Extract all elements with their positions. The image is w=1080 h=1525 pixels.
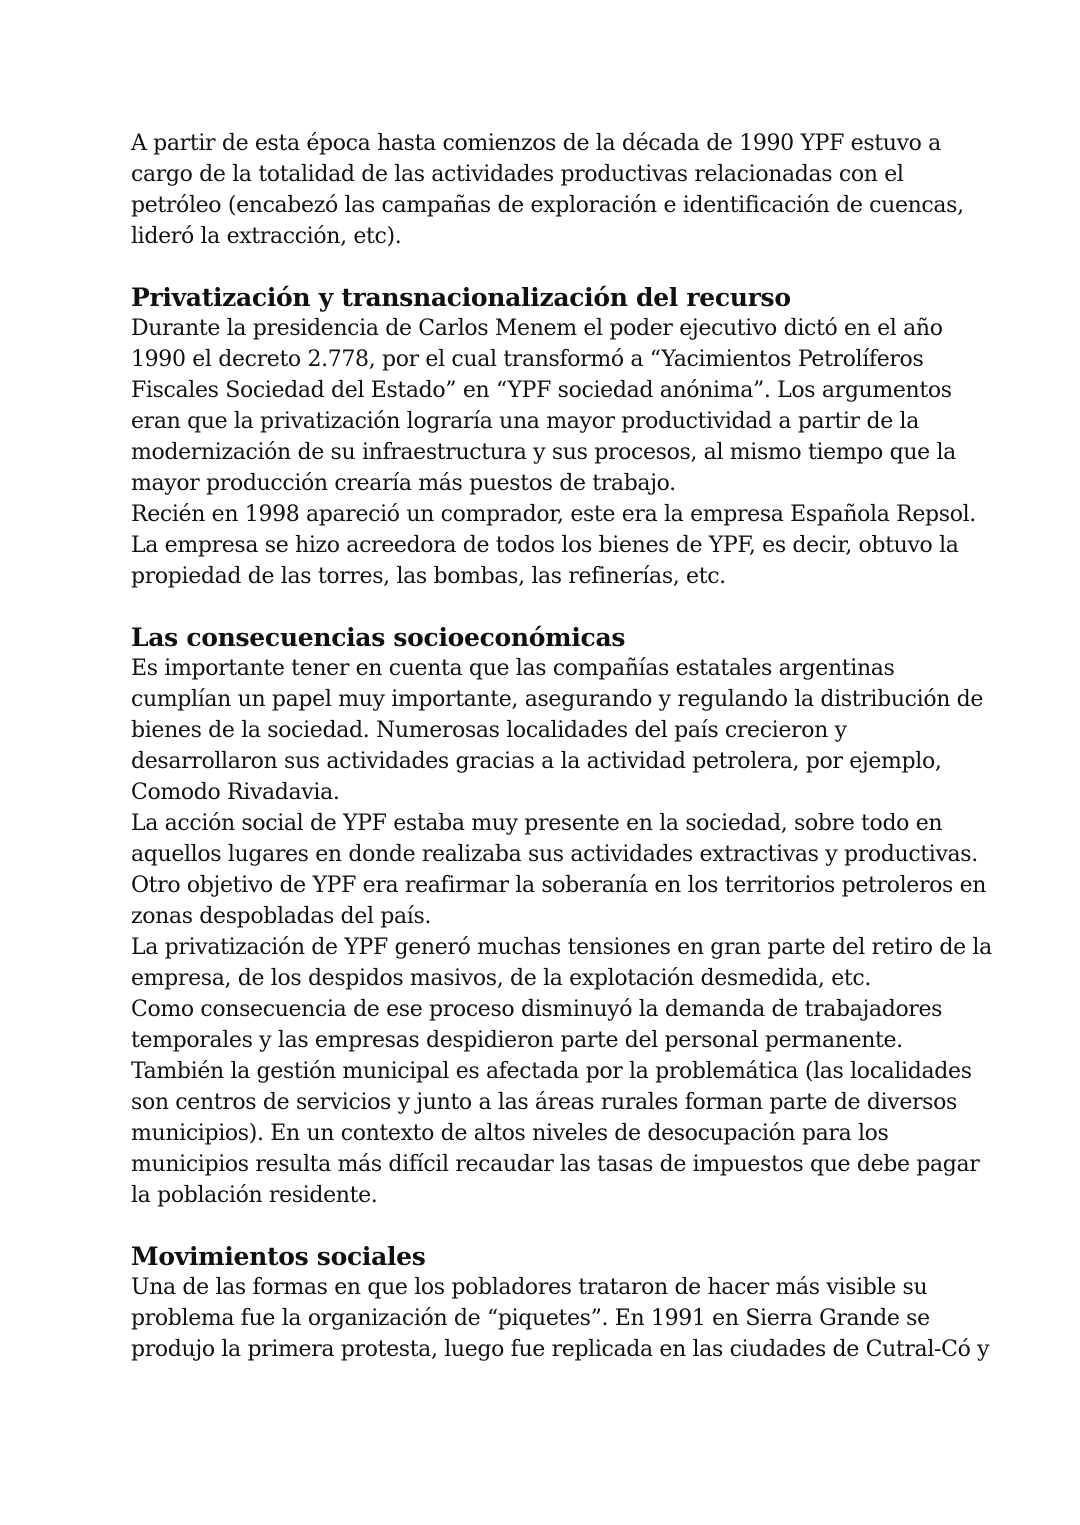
section-heading: Privatización y transnacionalización del recurso <box>131 283 791 312</box>
text-line: zonas despobladas del país. <box>131 904 432 929</box>
text-line: 1990 el decreto 2.778, por el cual transformó a “Yacimientos Petrolíferos <box>131 347 924 372</box>
section-consequences <box>131 622 992 1211</box>
section-privatization <box>131 282 976 592</box>
text-line: empresa, de los despidos masivos, de la explotación desmedida, etc. <box>131 966 871 991</box>
text-line: problema fue la organización de “piquetes”. En 1991 en Sierra Grande se <box>131 1306 930 1331</box>
text-line: Como consecuencia de ese proceso disminuyó la demanda de trabajadores <box>131 997 943 1022</box>
section-heading: Movimientos sociales <box>131 1242 426 1271</box>
intro-paragraph <box>131 128 964 252</box>
text-line: propiedad de las torres, las bombas, las refinerías, etc. <box>131 564 726 589</box>
text-line: lideró la extracción, etc). <box>131 224 402 249</box>
text-line: Recién en 1998 apareció un comprador, este era la empresa Española Repsol. <box>131 502 976 527</box>
text-line: A partir de esta época hasta comienzos de la década de 1990 YPF estuvo a <box>131 131 941 156</box>
text-line: aquellos lugares en donde realizaba sus actividades extractivas y productivas. <box>131 842 978 867</box>
text-line: Otro objetivo de YPF era reafirmar la soberanía en los territorios petroleros en <box>131 873 987 898</box>
text-line: Es importante tener en cuenta que las compañías estatales argentinas <box>131 656 895 681</box>
section-heading: Las consecuencias socioeconómicas <box>131 623 626 652</box>
text-line: petróleo (encabezó las campañas de exploración e identificación de cuencas, <box>131 193 964 218</box>
text-line: La acción social de YPF estaba muy presente en la sociedad, sobre todo en <box>131 811 943 836</box>
text-line: bienes de la sociedad. Numerosas localidades del país crecieron y <box>131 718 847 743</box>
text-line: La privatización de YPF generó muchas tensiones en gran parte del retiro de la <box>131 935 992 960</box>
text-line: desarrollaron sus actividades gracias a la actividad petrolera, por ejemplo, <box>131 749 942 774</box>
text-line: eran que la privatización lograría una mayor productividad a partir de la <box>131 409 919 434</box>
text-line: produjo la primera protesta, luego fue replicada en las ciudades de Cutral-Có y <box>131 1337 990 1362</box>
text-line: municipios resulta más difícil recaudar las tasas de impuestos que debe pagar <box>131 1152 980 1177</box>
text-line: Comodo Rivadavia. <box>131 780 340 805</box>
text-line: La empresa se hizo acreedora de todos los bienes de YPF, es decir, obtuvo la <box>131 533 959 558</box>
section-social-movements <box>131 1241 990 1365</box>
text-line: temporales y las empresas despidieron parte del personal permanente. <box>131 1028 903 1053</box>
text-line: son centros de servicios y junto a las áreas rurales forman parte de diversos <box>131 1090 957 1115</box>
text-line: la población residente. <box>131 1183 378 1208</box>
text-line: cumplían un papel muy importante, asegurando y regulando la distribución de <box>131 687 984 712</box>
text-line: Durante la presidencia de Carlos Menem el poder ejecutivo dictó en el año <box>131 316 943 341</box>
document-page <box>131 128 992 1365</box>
text-line: modernización de su infraestructura y sus procesos, al mismo tiempo que la <box>131 440 956 465</box>
text-line: Fiscales Sociedad del Estado” en “YPF sociedad anónima”. Los argumentos <box>131 378 952 403</box>
text-line: Una de las formas en que los pobladores trataron de hacer más visible su <box>131 1275 928 1300</box>
text-line: mayor producción crearía más puestos de trabajo. <box>131 471 676 496</box>
text-line: cargo de la totalidad de las actividades productivas relacionadas con el <box>131 162 904 187</box>
text-line: municipios). En un contexto de altos niveles de desocupación para los <box>131 1121 889 1146</box>
text-line: También la gestión municipal es afectada por la problemática (las localidades <box>131 1059 972 1084</box>
